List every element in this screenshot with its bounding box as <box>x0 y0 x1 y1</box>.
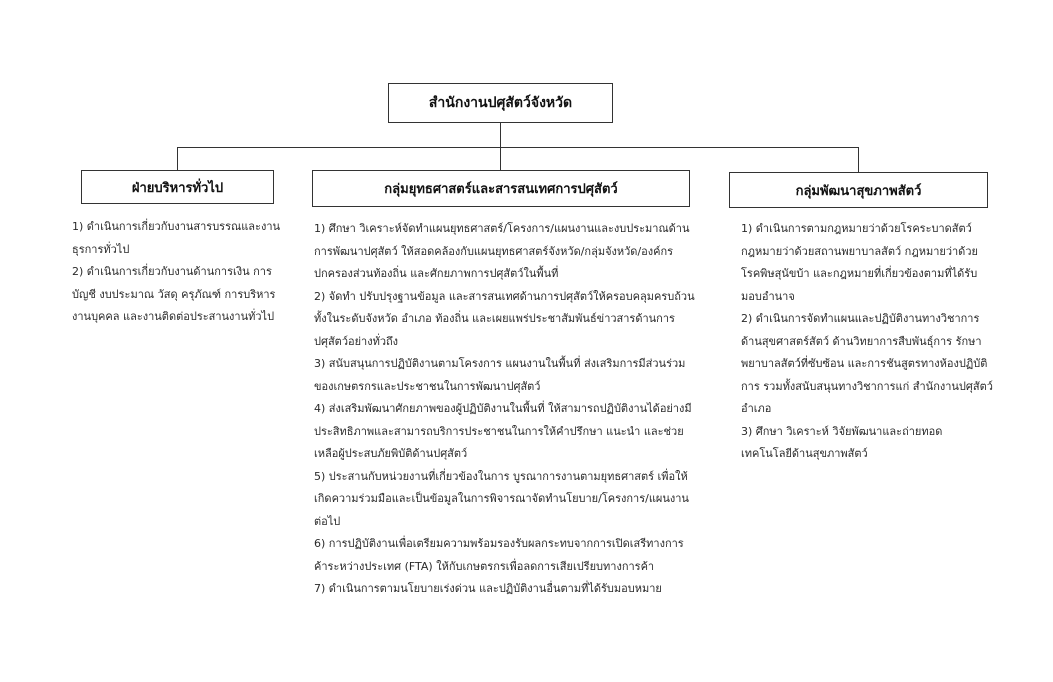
duty-item: 1) ดำเนินการเกี่ยวกับงานสารบรรณและงานธุรการทั่วไป <box>72 220 281 256</box>
duty-item: 2) ดำเนินการเกี่ยวกับงานด้านการเงิน การบัญชี งบประมาณ วัสดุ ครุภัณฑ์ การบริหารงานบุคคล และงานติดต่อประสานงานทั่วไป <box>72 265 276 323</box>
duty-item: 1) ดำเนินการตามกฎหมายว่าด้วยโรคระบาดสัตว์ กฎหมายว่าด้วยสถานพยาบาลสัตว์ กฎหมายว่าด้วยโรคพิษสุนัขบ้า และกฎหมายที่เกี่ยวข้องตามที่ได้รับมอบอำนาจ <box>741 222 978 303</box>
duty-item: 6) การปฏิบัติงานเพื่อเตรียมความพร้อมรองรับผลกระทบจากการเปิดเสรีทางการค้าระหว่างประเทศ (FTA) ให้กับเกษตรกรเพื่อลดการเสียเปรียบทางการค้า <box>314 537 684 573</box>
duty-item: 4) ส่งเสริมพัฒนาศักยภาพของผู้ปฏิบัติงานในพื้นที่ ให้สามารถปฏิบัติงานได้อย่างมีประสิทธิภาพและสามารถบริการประชาชนในการให้คำปรึกษา แนะนำ และช่วยเหลือผู้ประสบภัยพิบัติด้านปศุสัตว์ <box>314 402 692 460</box>
duty-item: 1) ศึกษา วิเคราะห์จัดทำแผนยุทธศาสตร์/โครงการ/แผนงานและงบประมาณด้านการพัฒนาปศุสัตว์ ให้สอดคล้องกับแผนยุทธศาสตร์จังหวัด/กลุ่มจังหวัด/องค์กรปกครองส่วนท้องถิ่น และศักยภาพการปศุสัตว์ในพื้นที่ <box>314 222 690 280</box>
duty-item: 7) ดำเนินการตามนโยบายเร่งด่วน และปฏิบัติงานอื่นตามที่ได้รับมอบหมาย <box>314 582 662 595</box>
duty-list-animal-health <box>741 218 993 466</box>
department-title-animal-health: กลุ่มพัฒนาสุขภาพสัตว์ <box>795 183 922 199</box>
root-office-box <box>388 83 613 123</box>
root-office-title: สำนักงานปศุสัตว์จังหวัด <box>428 95 573 111</box>
department-title-general-admin: ฝ่ายบริหารทั่วไป <box>131 180 224 196</box>
connector-line-health <box>858 147 859 172</box>
department-box-general-admin <box>81 170 274 204</box>
connector-line-admin <box>177 147 178 170</box>
duty-item: 5) ประสานกับหน่วยงานที่เกี่ยวข้องในการ บูรณาการงานตามยุทธศาสตร์ เพื่อให้เกิดความร่วมมือและเป็นข้อมูลในการพิจารณาจัดทำนโยบาย/โครงการ/แผนงาน ต่อไป <box>314 469 689 528</box>
duty-item: 2) จัดทำ ปรับปรุงฐานข้อมูล และสารสนเทศด้านการปศุสัตว์ให้ครอบคลุมครบถ้วน ทั้งในระดับจังหวัด อำเภอ ท้องถิ่น และเผยแพร่ประชาสัมพันธ์ข่าวสารด้านการปศุสัตว์อย่างทั่วถึง <box>314 289 695 348</box>
department-box-animal-health <box>729 172 988 208</box>
duty-item: 3) ศึกษา วิเคราะห์ วิจัยพัฒนาและถ่ายทอดเทคโนโลยีด้านสุขภาพสัตว์ <box>741 424 943 460</box>
connector-line-strategy <box>500 147 501 170</box>
duty-list-strategy <box>314 218 696 601</box>
department-box-strategy <box>312 170 690 207</box>
connector-line-root <box>500 123 501 147</box>
duty-list-general-admin <box>72 216 280 329</box>
duty-item: 3) สนับสนุนการปฏิบัติงานตามโครงการ แผนงานในพื้นที่ ส่งเสริมการมีส่วนร่วมของเกษตรกรและประชาชนในการพัฒนาปศุสัตว์ <box>314 357 686 393</box>
department-title-strategy: กลุ่มยุทธศาสตร์และสารสนเทศการปศุสัตว์ <box>384 182 618 197</box>
duty-item: 2) ดำเนินการจัดทำแผนและปฏิบัติงานทางวิชาการด้านสุขศาสตร์สัตว์ ด้านวิทยาการสืบพันธุ์การ รักษาพยาบาลสัตว์ที่ซับซ้อน และการชันสูตรทางห้องปฏิบัติการ รวมทั้งสนับสนุนทางวิชาการแก่ สำนักงานปศุสัตว์อำเภอ <box>741 312 993 415</box>
connector-line-horizontal <box>177 147 859 148</box>
